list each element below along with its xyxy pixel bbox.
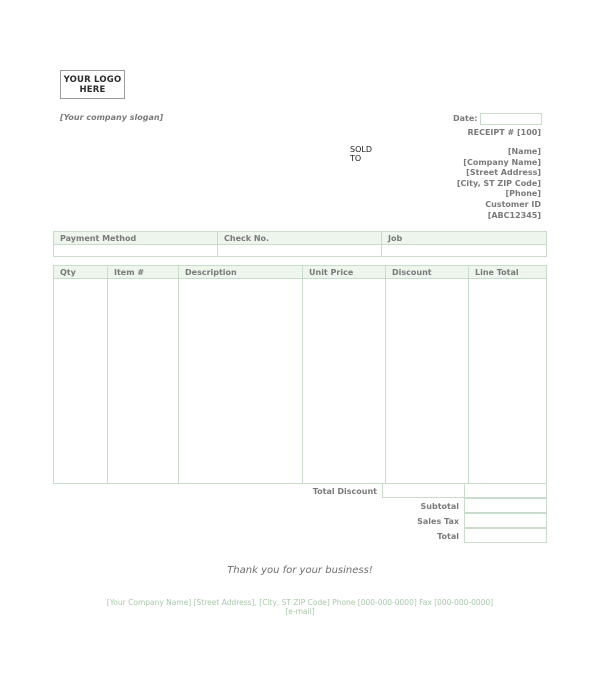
- qty-header: Qty: [54, 266, 108, 279]
- total-discount-label: Total Discount: [312, 487, 377, 496]
- discount-column[interactable]: [386, 279, 469, 484]
- total-label: Total: [437, 532, 459, 541]
- unit-price-header: Unit Price: [303, 266, 386, 279]
- items-table-header: [54, 266, 547, 279]
- job-header: Job: [382, 232, 547, 245]
- payment-table: [53, 231, 547, 257]
- description-header: Description: [179, 266, 303, 279]
- company-footer: [80, 598, 520, 616]
- sales-tax-label: Sales Tax: [417, 517, 459, 526]
- total-discount-value[interactable]: [382, 483, 465, 498]
- customer-street: [Street Address]: [466, 168, 541, 178]
- payment-table-row: [54, 245, 547, 257]
- unit-price-column[interactable]: [303, 279, 386, 484]
- thank-you-message: Thank you for your business!: [227, 565, 373, 576]
- check-no-cell[interactable]: [218, 245, 382, 257]
- date-label: Date:: [453, 114, 478, 123]
- sales-tax-value[interactable]: [464, 513, 547, 528]
- total-value[interactable]: [464, 528, 547, 543]
- footer-email: [e-mail]: [285, 607, 315, 616]
- customer-company: [Company Name]: [463, 157, 541, 167]
- line-total-header: Line Total: [469, 266, 547, 279]
- sold-to-label: SOLD TO: [350, 145, 372, 163]
- customer-city: [City, ST ZIP Code]: [456, 178, 541, 188]
- subtotal-value[interactable]: [464, 498, 547, 513]
- customer-id-value: [ABC12345]: [487, 210, 541, 220]
- item-number-column[interactable]: [108, 279, 179, 484]
- item-number-header: Item #: [108, 266, 179, 279]
- customer-phone: [Phone]: [505, 189, 541, 199]
- qty-column[interactable]: [54, 279, 108, 484]
- discount-header: Discount: [386, 266, 469, 279]
- check-no-header: Check No.: [218, 232, 382, 245]
- line-total-column[interactable]: [469, 279, 547, 484]
- customer-address-block: [457, 147, 541, 221]
- items-table-body: [54, 279, 547, 484]
- logo-line-2: HERE: [79, 84, 106, 95]
- total-discount-line-total[interactable]: [464, 483, 547, 498]
- payment-table-header: [54, 232, 547, 245]
- receipt-number: RECEIPT # [100]: [467, 128, 541, 137]
- subtotal-label: Subtotal: [420, 502, 459, 511]
- items-table: [53, 265, 547, 484]
- date-field[interactable]: [480, 113, 542, 125]
- company-slogan: [Your company slogan]: [60, 113, 164, 122]
- customer-id-label: Customer ID: [485, 199, 541, 209]
- footer-contact-line: [Your Company Name] [Street Address], [City, ST ZIP Code] Phone [000-000-0000] Fax [000-000-0000]: [106, 598, 494, 607]
- logo-line-1: YOUR LOGO: [63, 74, 122, 85]
- payment-method-cell[interactable]: [54, 245, 218, 257]
- payment-method-header: Payment Method: [54, 232, 218, 245]
- job-cell[interactable]: [382, 245, 547, 257]
- description-column[interactable]: [179, 279, 303, 484]
- company-logo-placeholder: [60, 70, 125, 99]
- customer-name: [Name]: [507, 147, 541, 156]
